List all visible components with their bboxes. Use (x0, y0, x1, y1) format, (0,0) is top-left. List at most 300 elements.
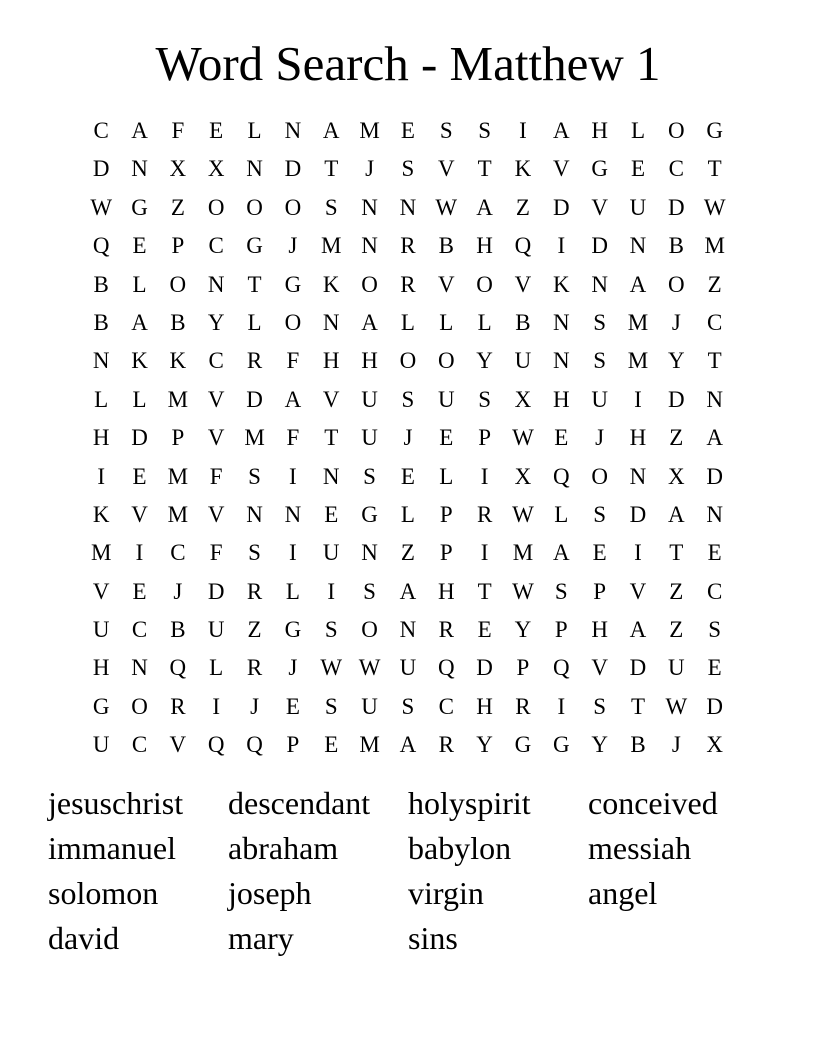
grid-cell[interactable]: V (207, 425, 225, 451)
grid-cell[interactable]: D (246, 386, 263, 412)
grid-cell[interactable]: D (591, 233, 608, 259)
grid-cell[interactable]: C (131, 732, 148, 758)
grid-cell[interactable]: S (593, 501, 607, 527)
grid-cell[interactable]: I (634, 386, 642, 412)
grid-cell[interactable]: Q (552, 463, 570, 489)
grid-cell[interactable]: I (480, 540, 489, 566)
word-bank-item: messiah (588, 830, 692, 866)
grid-cell[interactable]: R (438, 617, 454, 643)
grid-cell[interactable]: T (247, 271, 262, 297)
grid-cell[interactable]: E (707, 540, 722, 566)
grid-cell[interactable]: H (92, 425, 110, 451)
grid-cell[interactable]: N (552, 309, 570, 335)
grid-cell[interactable]: V (207, 501, 225, 527)
grid-cell[interactable]: M (244, 425, 265, 451)
grid-cell[interactable]: N (246, 156, 263, 182)
grid-cell[interactable]: C (668, 156, 684, 182)
grid-cell[interactable]: B (515, 309, 531, 335)
grid-cell[interactable]: R (400, 233, 416, 259)
grid-cell[interactable]: Q (92, 233, 110, 259)
grid-cell[interactable]: X (668, 463, 685, 489)
grid-row (82, 726, 734, 764)
grid-cell[interactable]: S (248, 540, 261, 566)
grid-cell[interactable]: D (207, 578, 225, 604)
grid-cell[interactable]: B (93, 309, 109, 335)
grid-cell[interactable]: N (284, 118, 302, 143)
grid-cell[interactable]: E (132, 463, 147, 489)
grid-cell[interactable]: D (629, 501, 647, 527)
grid-cell[interactable]: N (322, 309, 340, 335)
grid-cell[interactable]: H (552, 386, 570, 412)
grid-cell[interactable]: S (401, 156, 415, 182)
grid-cell[interactable]: N (629, 463, 647, 489)
grid-cell[interactable]: J (173, 578, 183, 604)
grid-cell[interactable]: U (322, 540, 340, 566)
grid-cell[interactable]: R (515, 693, 531, 719)
grid-cell[interactable]: I (135, 540, 144, 566)
grid-cell[interactable]: A (131, 118, 148, 143)
grid-cell[interactable]: O (668, 118, 685, 143)
grid-cell[interactable]: Z (669, 617, 684, 643)
grid-cell[interactable]: W (665, 693, 688, 719)
grid-cell[interactable]: H (437, 578, 455, 604)
grid-cell[interactable]: O (476, 271, 493, 297)
grid-cell[interactable]: S (363, 463, 376, 489)
grid-cell[interactable]: S (593, 348, 607, 374)
grid-row (82, 496, 734, 534)
grid-cell[interactable]: H (92, 655, 110, 681)
grid-cell[interactable]: S (324, 194, 338, 220)
grid-cell[interactable]: E (439, 425, 454, 451)
grid-cell[interactable]: O (437, 348, 455, 374)
grid-cell[interactable]: E (285, 693, 300, 719)
grid-cell[interactable]: T (477, 156, 492, 182)
grid-cell[interactable]: S (593, 309, 607, 335)
word-bank-item: jesuschrist (48, 785, 184, 821)
grid-cell[interactable]: L (209, 655, 224, 681)
grid-cell[interactable]: M (704, 233, 725, 259)
grid-cell[interactable]: Q (552, 655, 570, 681)
grid-cell[interactable]: G (552, 732, 570, 758)
grid-cell[interactable]: Z (515, 194, 530, 220)
grid-cell[interactable]: U (399, 655, 417, 681)
word-bank-item: babylon (408, 830, 512, 866)
grid-cell[interactable]: C (131, 617, 148, 643)
grid-cell[interactable]: H (629, 425, 647, 451)
grid-cell[interactable]: S (439, 118, 453, 143)
grid-cell[interactable]: N (131, 156, 148, 182)
grid-cell[interactable]: Z (170, 194, 185, 220)
grid-cell[interactable]: K (322, 271, 340, 297)
grid-cell[interactable]: T (630, 693, 646, 719)
grid-cell[interactable]: I (289, 540, 297, 566)
grid-cell[interactable]: P (286, 732, 300, 758)
word-bank-item: solomon (48, 875, 159, 911)
grid-cell[interactable]: G (514, 732, 532, 758)
grid-cell[interactable]: P (593, 578, 607, 604)
grid-cell[interactable]: G (361, 501, 378, 527)
grid-cell[interactable]: H (591, 118, 608, 143)
grid-cell[interactable]: M (359, 732, 380, 758)
grid-cell[interactable]: C (707, 309, 723, 335)
grid-cell[interactable]: N (399, 194, 417, 220)
grid-cell[interactable]: S (708, 617, 722, 643)
grid-cell[interactable]: N (322, 463, 340, 489)
grid-cell[interactable]: L (554, 501, 569, 527)
grid-cell[interactable]: S (324, 693, 338, 719)
grid-cell[interactable]: J (288, 233, 298, 259)
grid-cell[interactable]: R (438, 732, 454, 758)
grid-cell[interactable]: T (707, 348, 722, 374)
grid-cell[interactable]: O (246, 194, 263, 220)
grid-cell[interactable]: S (554, 578, 568, 604)
grid-cell[interactable]: G (246, 233, 263, 259)
grid-cell[interactable]: A (399, 732, 417, 758)
grid-cell[interactable]: V (514, 271, 532, 297)
grid-cell[interactable]: V (591, 655, 608, 681)
grid-cell[interactable]: D (668, 194, 685, 220)
grid-cell[interactable]: O (284, 194, 302, 220)
grid-cell[interactable]: J (365, 156, 375, 182)
grid-cell[interactable]: N (92, 348, 110, 374)
grid-cell[interactable]: D (92, 156, 110, 182)
grid-cell[interactable]: U (591, 386, 608, 412)
grid-cell[interactable]: X (514, 463, 532, 489)
grid-cell[interactable]: A (322, 118, 340, 143)
grid-cell[interactable]: N (706, 501, 723, 527)
grid-cell[interactable]: I (557, 233, 566, 259)
grid-cell[interactable]: Z (247, 617, 262, 643)
grid-cell[interactable]: F (209, 540, 223, 566)
grid-cell[interactable]: L (132, 271, 147, 297)
grid-cell[interactable]: T (477, 578, 492, 604)
grid-cell[interactable]: A (399, 578, 417, 604)
grid-cell[interactable]: R (246, 578, 263, 604)
grid-cell[interactable]: T (669, 540, 684, 566)
grid-cell[interactable]: O (399, 348, 417, 374)
grid-cell[interactable]: U (361, 386, 378, 412)
grid-cell[interactable]: W (512, 578, 534, 604)
grid-cell[interactable]: E (400, 118, 415, 143)
grid-cell[interactable]: B (170, 309, 186, 335)
grid-cell[interactable]: A (361, 309, 378, 335)
grid-cell[interactable]: R (246, 655, 263, 681)
grid-cell[interactable]: F (286, 348, 300, 374)
grid-cell[interactable]: C (93, 118, 109, 143)
grid-cell[interactable]: S (324, 617, 338, 643)
grid-cell[interactable]: I (480, 463, 489, 489)
grid-cell[interactable]: U (629, 194, 647, 220)
grid-cell[interactable]: U (92, 732, 110, 758)
grid-cell[interactable]: V (591, 194, 608, 220)
grid-cell[interactable]: P (171, 233, 185, 259)
grid-cell[interactable]: T (324, 425, 339, 451)
grid-cell[interactable]: A (629, 617, 647, 643)
grid-cell[interactable]: O (207, 194, 225, 220)
grid-cell[interactable]: S (478, 386, 491, 412)
grid-cell[interactable]: M (627, 348, 649, 374)
grid-cell[interactable]: U (437, 386, 455, 412)
grid-cell[interactable]: Q (514, 233, 532, 259)
grid-cell[interactable]: I (289, 463, 297, 489)
grid-cell[interactable]: G (131, 194, 148, 220)
grid-cell[interactable]: T (324, 156, 339, 182)
grid-cell[interactable]: N (361, 194, 378, 220)
word-bank-item: joseph (228, 875, 312, 911)
grid-cell[interactable]: M (167, 386, 189, 412)
grid-cell[interactable]: Q (207, 732, 225, 758)
grid-cell[interactable]: N (361, 233, 378, 259)
grid-cell[interactable]: I (212, 693, 221, 719)
grid-cell[interactable]: C (208, 233, 224, 259)
grid-cell[interactable]: O (361, 617, 378, 643)
grid-cell[interactable]: O (361, 271, 378, 297)
grid-cell[interactable]: A (706, 425, 723, 451)
grid-cell[interactable]: A (131, 309, 148, 335)
grid-cell[interactable]: L (247, 309, 262, 335)
grid-cell[interactable]: M (512, 540, 534, 566)
grid-cell[interactable]: V (437, 156, 455, 182)
grid-cell[interactable]: R (246, 348, 263, 374)
grid-cell[interactable]: F (209, 463, 223, 489)
grid-cell[interactable]: X (514, 386, 532, 412)
grid-cell[interactable]: L (94, 386, 109, 412)
grid-cell[interactable]: P (439, 540, 453, 566)
grid-cell[interactable]: E (630, 156, 646, 182)
grid-cell[interactable]: C (438, 693, 454, 719)
grid-cell[interactable]: S (248, 463, 261, 489)
grid-cell[interactable]: O (668, 271, 685, 297)
grid-cell[interactable]: Z (707, 271, 722, 297)
grid-cell[interactable]: J (288, 655, 298, 681)
grid-cell[interactable]: U (92, 617, 110, 643)
grid-cell[interactable]: H (591, 617, 608, 643)
grid-cell[interactable]: A (552, 540, 570, 566)
grid-cell[interactable]: B (170, 617, 186, 643)
grid-cell[interactable]: W (320, 655, 343, 681)
grid-cell[interactable]: L (477, 309, 492, 335)
grid-cell[interactable]: V (207, 386, 225, 412)
grid-cell[interactable]: E (132, 578, 147, 604)
grid-cell[interactable]: P (171, 425, 185, 451)
grid-cell[interactable]: N (246, 501, 263, 527)
grid-cell[interactable]: E (592, 540, 607, 566)
grid-cell[interactable]: N (207, 271, 225, 297)
grid-cell[interactable]: K (552, 271, 570, 297)
grid-cell[interactable]: V (92, 578, 110, 604)
grid-cell[interactable]: Z (669, 578, 684, 604)
grid-cell[interactable]: B (93, 271, 109, 297)
grid-cell[interactable]: S (401, 693, 415, 719)
grid-cell[interactable]: V (131, 501, 148, 527)
grid-cell[interactable]: W (512, 501, 534, 527)
grid-cell[interactable]: B (438, 233, 454, 259)
word-bank-item: holyspirit (408, 785, 531, 821)
grid-cell[interactable]: M (167, 501, 189, 527)
grid-cell[interactable]: C (208, 348, 224, 374)
grid-cell[interactable]: V (552, 156, 570, 182)
grid-cell[interactable]: H (476, 233, 493, 259)
grid-cell[interactable]: Y (514, 617, 532, 643)
grid-cell[interactable]: L (400, 309, 415, 335)
grid-cell[interactable]: J (671, 732, 681, 758)
grid-cell[interactable]: E (132, 233, 147, 259)
grid-cell[interactable]: G (92, 693, 110, 719)
grid-cell[interactable]: W (512, 425, 534, 451)
grid-cell[interactable]: I (557, 693, 566, 719)
grid-cell[interactable]: M (321, 233, 342, 259)
grid-cell[interactable]: E (477, 617, 492, 643)
grid-cell[interactable]: K (92, 501, 110, 527)
grid-cell[interactable]: M (627, 309, 649, 335)
grid-cell[interactable]: J (671, 309, 681, 335)
grid-cell[interactable]: M (90, 540, 112, 566)
grid-cell[interactable]: P (554, 617, 568, 643)
grid-cell[interactable]: X (169, 156, 187, 182)
grid-cell[interactable]: Z (669, 425, 684, 451)
grid-cell[interactable]: P (516, 655, 530, 681)
grid-cell[interactable]: D (706, 463, 723, 489)
grid-cell[interactable]: L (400, 501, 415, 527)
grid-cell[interactable]: W (90, 194, 113, 220)
grid-cell[interactable]: Q (246, 732, 263, 758)
grid-cell[interactable]: T (707, 156, 722, 182)
grid-cell[interactable]: J (250, 693, 260, 719)
grid-cell[interactable]: E (324, 732, 339, 758)
grid-cell[interactable]: N (591, 271, 608, 297)
grid-cell[interactable]: L (132, 386, 147, 412)
grid-cell[interactable]: C (170, 540, 186, 566)
grid-cell[interactable]: Z (400, 540, 415, 566)
grid-cell[interactable]: Y (591, 732, 608, 758)
grid-cell[interactable]: Y (668, 348, 685, 374)
grid-cell[interactable]: P (478, 425, 491, 451)
grid-cell[interactable]: G (284, 271, 302, 297)
grid-cell[interactable]: J (595, 425, 605, 451)
grid-cell[interactable]: Y (476, 348, 493, 374)
grid-cell[interactable]: O (591, 463, 608, 489)
grid-cell[interactable]: K (131, 348, 148, 374)
grid-cell[interactable]: N (399, 617, 417, 643)
grid-cell[interactable]: V (169, 732, 187, 758)
grid-cell[interactable]: A (552, 118, 570, 143)
grid-cell[interactable]: I (97, 463, 105, 489)
grid-cell[interactable]: D (629, 655, 647, 681)
grid-cell[interactable]: F (171, 118, 185, 143)
grid-cell[interactable]: H (361, 348, 378, 374)
grid-cell[interactable]: D (284, 156, 302, 182)
grid-cell[interactable]: E (324, 501, 339, 527)
grid-cell[interactable]: L (630, 118, 646, 143)
grid-cell[interactable]: R (170, 693, 186, 719)
grid-cell[interactable]: L (285, 578, 300, 604)
grid-cell[interactable]: V (437, 271, 455, 297)
grid-cell[interactable]: H (322, 348, 340, 374)
grid-cell[interactable]: E (554, 425, 569, 451)
grid-cell[interactable]: Y (476, 732, 493, 758)
grid-cell[interactable]: A (668, 501, 685, 527)
grid-cell[interactable]: N (284, 501, 302, 527)
grid-cell[interactable]: Q (437, 655, 455, 681)
grid-cell[interactable]: F (286, 425, 300, 451)
grid-cell[interactable]: L (439, 309, 454, 335)
grid-cell[interactable]: W (435, 194, 458, 220)
grid-cell[interactable]: U (361, 693, 378, 719)
grid-cell[interactable]: M (167, 463, 189, 489)
word-bank-item: descendant (228, 785, 371, 821)
grid-cell[interactable]: U (361, 425, 378, 451)
grid-cell[interactable]: S (401, 386, 415, 412)
grid-cell[interactable]: L (247, 118, 262, 143)
grid-cell[interactable]: V (322, 386, 340, 412)
grid-cell[interactable]: O (169, 271, 187, 297)
grid-cell[interactable]: O (284, 309, 302, 335)
grid-cell[interactable]: C (707, 578, 723, 604)
grid-cell[interactable]: W (358, 655, 381, 681)
grid-cell[interactable]: R (476, 501, 493, 527)
grid-cell[interactable]: N (131, 655, 148, 681)
grid-cell[interactable]: A (476, 194, 493, 220)
grid-cell[interactable]: N (629, 233, 647, 259)
grid-cell[interactable]: A (629, 271, 647, 297)
grid-cell[interactable]: S (363, 578, 376, 604)
grid-cell[interactable]: L (439, 463, 454, 489)
grid-cell[interactable]: E (707, 655, 722, 681)
grid-cell[interactable]: I (327, 578, 336, 604)
grid-cell[interactable]: I (634, 540, 642, 566)
word-bank-item: mary (228, 920, 294, 956)
grid-cell[interactable]: J (403, 425, 413, 451)
grid-cell[interactable]: H (476, 693, 493, 719)
grid-cell[interactable]: D (131, 425, 148, 451)
grid-cell[interactable]: B (668, 233, 684, 259)
grid-cell[interactable]: K (514, 156, 532, 182)
grid-cell[interactable]: N (706, 386, 723, 412)
grid-cell[interactable]: E (400, 463, 415, 489)
grid-cell[interactable]: M (359, 118, 380, 143)
grid-cell[interactable]: Q (169, 655, 187, 681)
grid-cell[interactable]: K (169, 348, 187, 374)
grid-cell[interactable]: X (207, 156, 225, 182)
grid-cell[interactable]: U (514, 348, 532, 374)
grid-cell[interactable]: D (668, 386, 685, 412)
grid-cell[interactable]: E (209, 118, 224, 143)
grid-cell[interactable]: X (706, 732, 723, 758)
grid-cell[interactable]: G (706, 118, 723, 143)
grid-cell[interactable]: U (668, 655, 685, 681)
grid-cell[interactable]: I (519, 118, 527, 143)
grid-cell[interactable]: V (629, 578, 647, 604)
grid-cell[interactable]: D (476, 655, 493, 681)
grid-cell[interactable]: G (591, 156, 608, 182)
grid-cell[interactable]: N (361, 540, 378, 566)
grid-cell[interactable]: B (630, 732, 646, 758)
grid-row (82, 150, 734, 188)
grid-cell[interactable]: R (400, 271, 416, 297)
grid-cell[interactable]: U (207, 617, 225, 643)
grid-cell[interactable]: O (131, 693, 148, 719)
grid-cell[interactable]: A (284, 386, 302, 412)
grid-cell[interactable]: D (552, 194, 570, 220)
grid-cell[interactable]: N (552, 348, 570, 374)
grid-cell[interactable]: S (593, 693, 607, 719)
grid-cell[interactable]: Y (207, 309, 225, 335)
grid-cell[interactable]: D (706, 693, 723, 719)
grid-cell[interactable]: W (703, 194, 726, 220)
grid-cell[interactable]: G (284, 617, 302, 643)
grid-cell[interactable]: P (439, 501, 453, 527)
grid-cell[interactable]: S (478, 118, 491, 143)
